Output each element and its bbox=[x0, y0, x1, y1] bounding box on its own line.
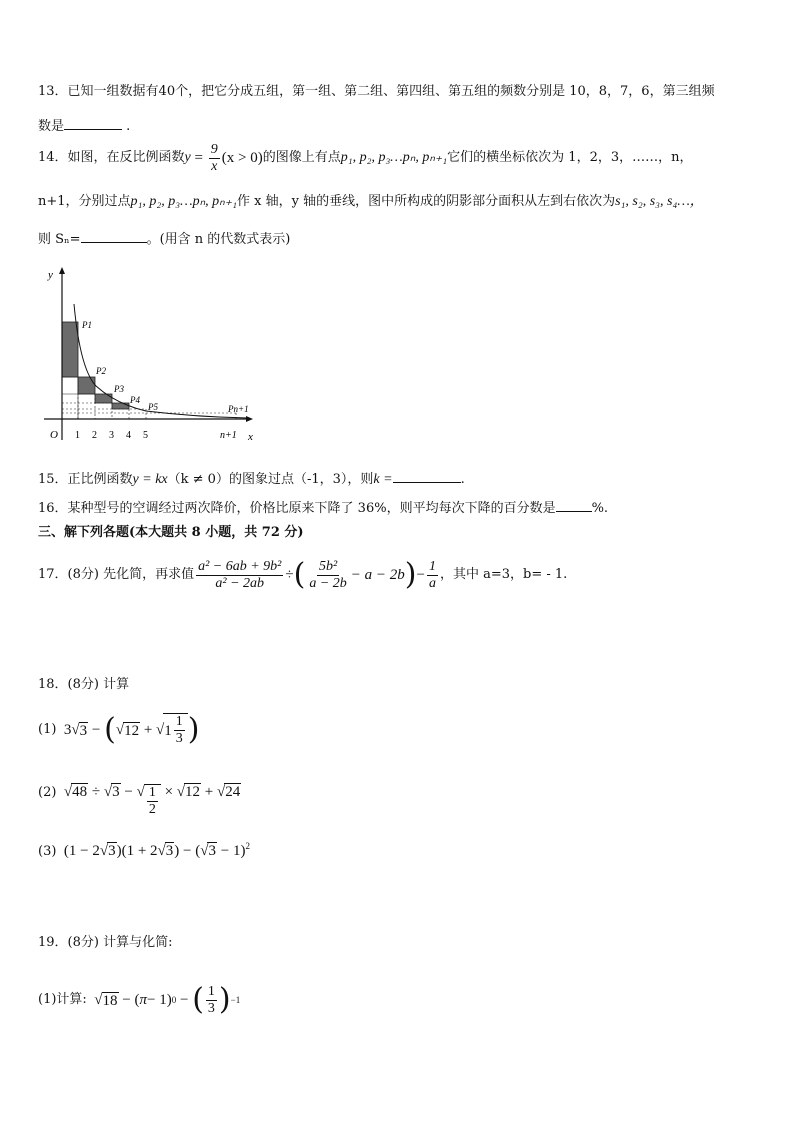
q14-answer-blank[interactable] bbox=[81, 228, 147, 243]
q13-answer-blank[interactable] bbox=[64, 115, 122, 130]
shaded-rect-1 bbox=[62, 322, 78, 377]
q18-part2: (2) √48 ÷ √3 − √ $\frac{1}{2}$ × √12 + √24 bbox=[38, 784, 241, 817]
q15-answer-blank[interactable] bbox=[393, 468, 461, 483]
shaded-rect-4 bbox=[112, 403, 129, 409]
q13-line2: 数是 . bbox=[38, 115, 130, 137]
q17-fraction-3: $\frac{1}{a}$ bbox=[428, 558, 436, 591]
point-label-pn1: Pn+1 bbox=[228, 404, 249, 414]
q14-line2: n+1，分别过点p₁, p₂, p₃…pₙ, pₙ₊₁作 x 轴，y 轴的垂线，图中所构成的阴影部分面积从左到右依次为s₁, s₂, s₃, s₄…， bbox=[38, 194, 704, 209]
point-label-p4: P4 bbox=[130, 395, 140, 405]
point-label-p3: P3 bbox=[114, 384, 124, 394]
section-title: 三、解下列各题(本大题共 8 小题，共 72 分) bbox=[38, 525, 304, 540]
y-axis-label: y bbox=[48, 269, 53, 281]
tick-label-1: 1 bbox=[75, 430, 80, 441]
point-label-p5: P5 bbox=[148, 402, 158, 412]
point-label-p2: P2 bbox=[96, 366, 106, 376]
q17-line: 17．(8分) 先化简，再求值 $\frac{\text{a² − 6ab + 9b²}}{\text{a² − 2ab}}$ ÷ ( $\frac{\text{5b²}}{a - 2b}$ − a − 2b ) − $\frac{1}{a}$ ，其中 a=3，b= - 1. bbox=[38, 557, 568, 592]
tick-label-n1: n+1 bbox=[220, 430, 237, 441]
q15-line: 15．正比例函数y = kx（k ≠ 0）的图象过点（-1，3），则k = . bbox=[38, 468, 465, 490]
x-axis-label: x bbox=[248, 431, 253, 443]
point-label-p1: P1 bbox=[82, 320, 92, 330]
q14-line1: 14．如图，在反比例函数 y = $\frac{9}{x}$ (x > 0) 的图像上有点 p₁, p₂, p₃…pₙ, pₙ₊₁ 它们的横坐标依次为 1，2，3，……，n， bbox=[38, 141, 693, 174]
q19-title: 19．(8分) 计算与化简: bbox=[38, 935, 173, 950]
q19-part1: (1)计算: √ 18 − ( π − 1) 0 − ( $\frac{1}{3}$ ) −1 bbox=[38, 982, 241, 1017]
q17-fraction-1: $\frac{\text{a² − 6ab + 9b²}}{\text{a² − 2ab}}$ bbox=[198, 558, 282, 591]
tick-label-5: 5 bbox=[143, 430, 148, 441]
q14-func-fraction: $\frac{9}{x}$ bbox=[210, 141, 218, 174]
tick-label-2: 2 bbox=[92, 430, 97, 441]
q18-part1: (1) 3√ 3 − ( √ 12 + √ 1 $\frac{1}{3}$ ) bbox=[38, 712, 200, 747]
tick-label-4: 4 bbox=[126, 430, 131, 441]
origin-label: O bbox=[50, 429, 58, 441]
q18-part3: (3) $(1 - 2√3)(1 + 2√3) - (√3 - 1)^2$ bbox=[38, 841, 250, 859]
shaded-rect-2 bbox=[78, 377, 95, 394]
tick-label-3: 3 bbox=[109, 430, 114, 441]
q17-fraction-2: $\frac{\text{5b²}}{a - 2b}$ bbox=[309, 558, 347, 591]
q16-line: 16．某种型号的空调经过两次降价，价格比原来下降了 36%，则平均每次下降的百分数是 %. bbox=[38, 497, 608, 519]
q13-line1: 13．已知一组数据有40个，把它分成五组，第一组、第二组、第四组、第五组的频数分别是 10，8，7，6，第三组频 bbox=[38, 84, 715, 99]
q14-figure bbox=[36, 264, 260, 446]
q14-line3: 则 Sₙ= 。(用含 n 的代数式表示) bbox=[38, 228, 290, 250]
q18-title: 18．(8分) 计算 bbox=[38, 677, 130, 692]
q16-answer-blank[interactable] bbox=[556, 497, 592, 512]
shaded-rect-3 bbox=[95, 394, 112, 403]
